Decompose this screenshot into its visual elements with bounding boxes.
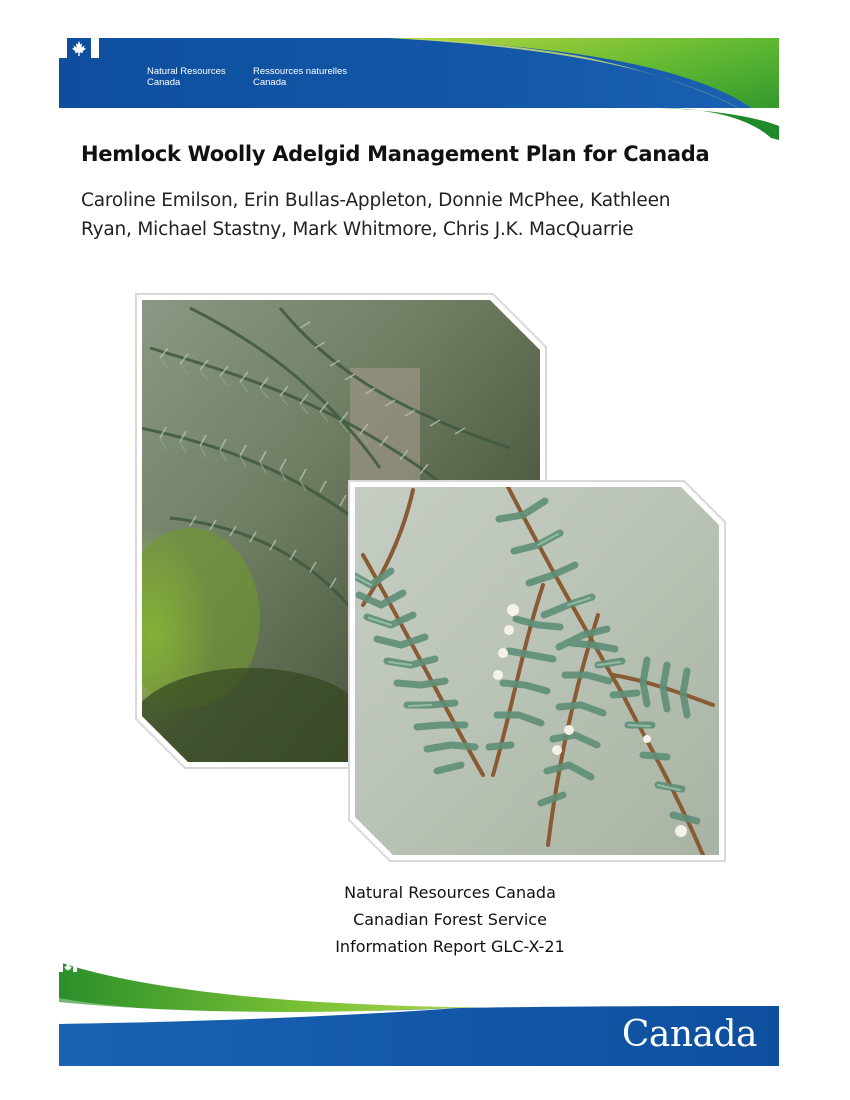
department-name-en [147,66,226,88]
header-band-graphic [59,38,779,140]
department-fr-line2: Canada [253,77,287,88]
wordmark-flag-icon [59,962,77,972]
publisher-line2: Canadian Forest Service [353,910,547,929]
publisher-line1: Natural Resources Canada [344,883,556,902]
adelgid-closeup-photo [343,475,731,867]
department-en-line2: Canada [147,77,181,88]
canada-wordmark: Canada [621,1014,757,1055]
canada-flag-icon [59,38,99,58]
department-name-fr [253,66,347,88]
department-fr-line1: Ressources naturelles [253,66,347,77]
authors-line2: Ryan, Michael Stastny, Mark Whitmore, Chris J.K. MacQuarrie [81,219,634,240]
authors [81,186,781,244]
department-en-line1: Natural Resources [147,66,226,77]
publisher-line3: Information Report GLC-X-21 [335,937,565,956]
header-band [59,38,779,140]
footer-band [59,962,779,1066]
report-title: Hemlock Woolly Adelgid Management Plan for Canada [81,142,710,166]
authors-line1: Caroline Emilson, Erin Bullas-Appleton, Donnie McPhee, Kathleen [81,190,671,211]
